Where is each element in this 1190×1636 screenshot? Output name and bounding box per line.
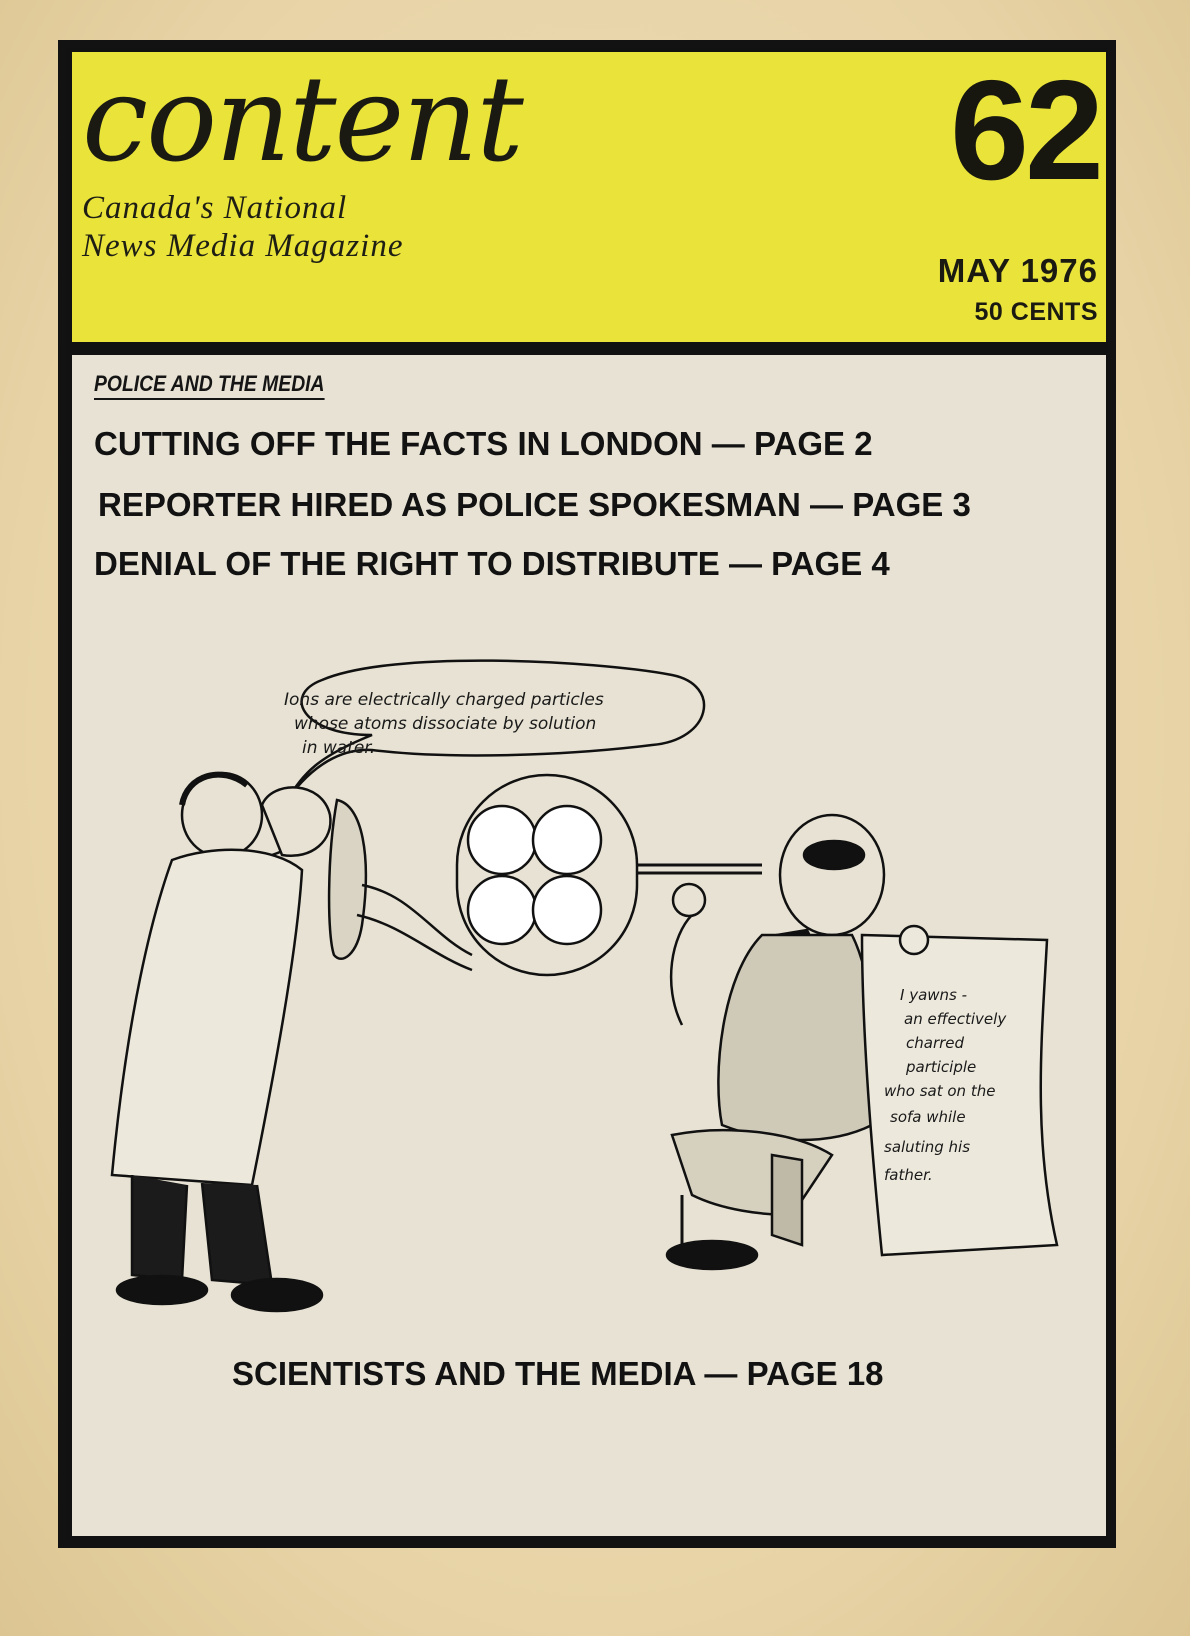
issue-price: 50 CENTS — [974, 298, 1098, 326]
speech-line-2: whose atoms dissociate by solution — [294, 714, 597, 734]
scroll-line-6: sofa while — [890, 1108, 966, 1126]
masthead — [72, 52, 1106, 342]
tagline — [82, 189, 502, 265]
tagline-line-2: News Media Magazine — [82, 228, 404, 264]
cover-content-panel — [72, 355, 1106, 1536]
scroll-line-5: who sat on the — [884, 1082, 996, 1100]
speech-line-1: Ions are electrically charged particles — [284, 690, 604, 710]
scroll-line-7: saluting his — [884, 1138, 971, 1156]
scientist-hands — [262, 787, 330, 855]
scroll-line-2: an effectively — [904, 1010, 1007, 1028]
tagline-line-1: Canada's National — [82, 190, 348, 226]
headline-3: DENIAL OF THE RIGHT TO DISTRIBUTE — PAGE 4 — [94, 545, 890, 582]
scroll-line-3: charred — [906, 1034, 965, 1052]
section-label: POLICE AND THE MEDIA — [94, 371, 325, 400]
scroll-line-4: participle — [906, 1058, 977, 1076]
magazine-logo: content — [82, 50, 522, 188]
horn-instrument — [329, 775, 762, 975]
issue-number: 62 — [950, 51, 1100, 210]
footer-headline: SCIENTISTS AND THE MEDIA — PAGE 18 — [232, 1355, 884, 1392]
scroll-line-1: I yawns - — [900, 986, 968, 1004]
speech-line-3: in water. — [302, 738, 376, 758]
issue-date: MAY 1976 — [937, 252, 1098, 289]
seated-man-figure — [667, 815, 884, 1269]
editorial-cartoon — [72, 655, 1106, 1335]
scroll-line-8: father. — [884, 1166, 933, 1184]
headline-2: REPORTER HIRED AS POLICE SPOKESMAN — PAGE 3 — [98, 486, 971, 523]
headline-1: CUTTING OFF THE FACTS IN LONDON — PAGE 2 — [94, 425, 873, 462]
